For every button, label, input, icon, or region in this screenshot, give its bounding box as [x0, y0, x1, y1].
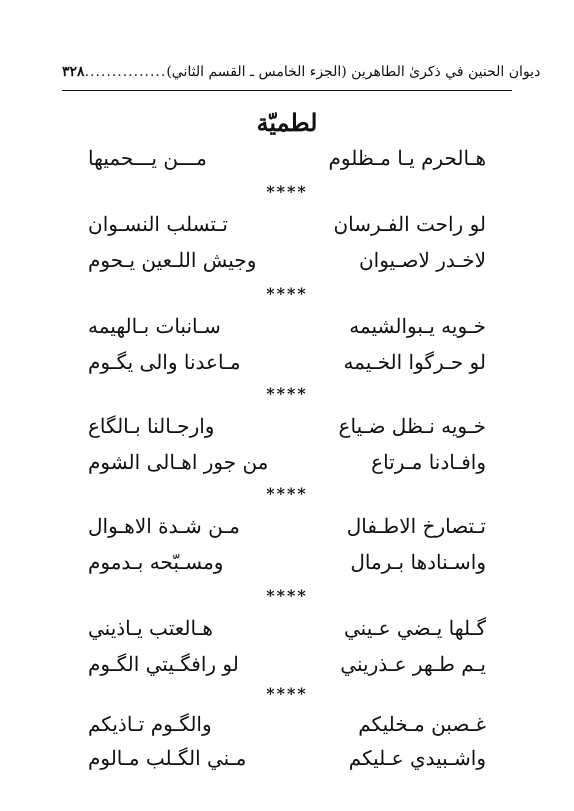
verse-line	[88, 408, 486, 444]
verse-first-hemistich: يـم طـهر عـذريني	[340, 652, 486, 676]
verse-second-hemistich: ومسـبّحه بـدموم	[88, 550, 224, 574]
header-leader-dots: ...............	[84, 64, 167, 80]
verse-second-hemistich: من جور اهـالى الشوم	[88, 450, 269, 474]
verse-line	[88, 444, 486, 480]
page-header	[62, 64, 541, 80]
verse-first-hemistich: واشـبيدي عـليكم	[348, 746, 486, 770]
stanza-separator: ****	[266, 182, 308, 201]
verse-second-hemistich: سـانبات بـالهيمه	[88, 314, 221, 338]
verse-second-hemistich: مـني الگـلب مـالوم	[88, 746, 247, 770]
verse-second-hemistich: وارجـالنا بـالگاع	[88, 414, 215, 438]
stanza-separator: ****	[266, 284, 308, 303]
verse-first-hemistich: خـويه نـظل ضـياع	[338, 414, 486, 438]
verse-line	[88, 706, 486, 742]
verse-first-hemistich: غـصبن مـخليكم	[358, 712, 486, 736]
verse-second-hemistich: هـالعتب يـاذيني	[88, 616, 213, 640]
verse-second-hemistich: مـــن يـــحميها	[88, 146, 207, 170]
verse-line	[88, 646, 486, 682]
verse-first-hemistich: لو راحت الفـرسان	[333, 212, 486, 236]
verse-line	[88, 740, 486, 776]
book-title: ديوان الحنين في ذكرىٰ الطاهرين (الجزء الخامس ـ القسم الثاني)	[166, 64, 541, 80]
verse-second-hemistich: تـتسلب النسـوان	[88, 212, 228, 236]
verse-line	[88, 610, 486, 646]
verse-first-hemistich: خـويه يـبوالشيمه	[349, 314, 486, 338]
verse-first-hemistich: هـالحرم يـا مـظلوم	[328, 146, 486, 170]
verse-line	[88, 140, 486, 176]
header-rule	[62, 90, 512, 91]
verse-first-hemistich: گـلها يـضي عـيني	[343, 616, 486, 640]
verse-line	[88, 508, 486, 544]
verse-second-hemistich: وجيش اللـعين يـحوم	[88, 248, 257, 272]
verse-line	[88, 242, 486, 278]
stanza-separator: ****	[266, 384, 308, 403]
verse-first-hemistich: تـتصارخ الاطـفال	[346, 514, 486, 538]
verse-first-hemistich: لو حـرگوا الخـيمه	[343, 350, 486, 374]
stanza-separator: ****	[266, 586, 308, 605]
verse-first-hemistich: وافـادنا مـرتاع	[371, 450, 486, 474]
section-title: لطميّة	[256, 108, 318, 137]
stanza-separator: ****	[266, 484, 308, 503]
verse-line	[88, 344, 486, 380]
verse-second-hemistich: مـاعدنا والى يگـوم	[88, 350, 241, 374]
verse-line	[88, 206, 486, 242]
verse-line	[88, 544, 486, 580]
verse-second-hemistich: مـن شـدة الاهـوال	[88, 514, 240, 538]
verse-second-hemistich: والگـوم تـاذيكم	[88, 712, 212, 736]
verse-line	[88, 308, 486, 344]
verse-second-hemistich: لو رافگـيتي الگـوم	[88, 652, 239, 676]
stanza-separator: ****	[266, 684, 308, 703]
verse-first-hemistich: واسـنادها بـرمال	[350, 550, 486, 574]
page-number: ٣٢٨	[62, 64, 85, 80]
verse-first-hemistich: لاخـدر لاصـيوان	[358, 248, 486, 272]
